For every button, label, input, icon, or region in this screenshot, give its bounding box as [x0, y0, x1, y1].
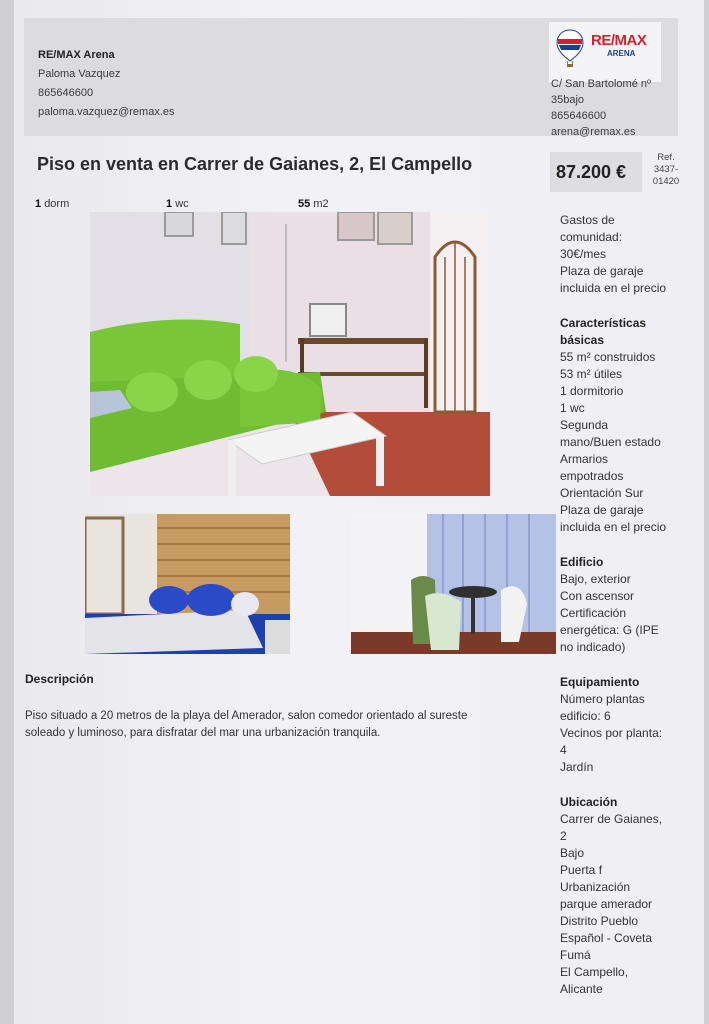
feature-line: Bajo, exterior — [560, 572, 631, 586]
listing-title: Piso en venta en Carrer de Gaianes, 2, El Campello — [37, 154, 473, 174]
office-line: 865646600 — [551, 110, 607, 122]
description-heading: Descripción — [25, 672, 94, 686]
intro-line: incluida en el precio — [560, 281, 667, 295]
section-title: básicas — [560, 333, 605, 347]
feature-line: 55 m² construidos — [560, 350, 656, 364]
feature-line: Certificación — [560, 606, 627, 620]
agent-email: paloma.vazquez@remax.es — [38, 106, 175, 118]
feature-line: parque amerador — [560, 897, 653, 911]
feature-line: edificio: 6 — [560, 709, 611, 723]
building-section — [560, 554, 700, 656]
feature-line: Vecinos por planta: — [560, 726, 663, 740]
price-box — [550, 152, 642, 192]
section-title: Características — [560, 316, 647, 330]
feature-line: Segunda — [560, 418, 609, 432]
bedroom-photo — [85, 514, 290, 654]
basic-features-section — [560, 315, 700, 536]
intro-line: Plaza de garaje — [560, 264, 644, 278]
feature-line: Carrer de Gaianes, — [560, 812, 663, 826]
logo-brand-text: RE/MAX — [591, 32, 647, 49]
agent-phone: 865646600 — [38, 87, 94, 99]
feature-line: Orientación Sur — [560, 486, 644, 500]
stat-wc-value: 1 — [166, 198, 173, 210]
stat-wc — [166, 198, 189, 210]
intro-line: Gastos de — [560, 213, 615, 227]
stat-dorm-value: 1 — [35, 198, 42, 210]
description-text — [25, 708, 535, 742]
stat-area-label: m2 — [313, 198, 329, 210]
feature-line: 4 — [560, 743, 567, 757]
feature-line: Jardín — [560, 760, 594, 774]
section-title: Edificio — [560, 555, 604, 569]
office-line: arena@remax.es — [551, 126, 636, 138]
ref-line: Ref. — [657, 152, 675, 163]
office-address — [551, 76, 651, 140]
stat-wc-label: wc — [175, 198, 189, 210]
feature-line: Puerta f — [560, 863, 603, 877]
equipment-section — [560, 674, 700, 776]
feature-line: Fumá — [560, 948, 591, 962]
feature-line: Bajo — [560, 846, 585, 860]
remax-logo — [549, 22, 661, 82]
location-section — [560, 794, 700, 998]
feature-line: Armarios — [560, 452, 609, 466]
property-features — [560, 212, 700, 1016]
logo-sub-text: ARENA — [607, 49, 636, 58]
intro-line: 30€/mes — [560, 247, 607, 261]
agent-contact — [38, 46, 175, 122]
feature-line: Urbanización — [560, 880, 631, 894]
section-title: Equipamiento — [560, 675, 640, 689]
terrace-photo — [351, 514, 556, 654]
feature-line: Alicante — [560, 982, 603, 996]
feature-line: 53 m² útiles — [560, 367, 623, 381]
feature-line: El Campello, — [560, 965, 629, 979]
main-living-room-photo — [90, 212, 490, 496]
feature-line: Distrito Pueblo — [560, 914, 639, 928]
feature-line: Con ascensor — [560, 589, 635, 603]
section-title: Ubicación — [560, 795, 618, 809]
description-line: soleado y luminoso, para disfratar del mar una urbanización tranquila. — [25, 727, 381, 739]
intro-section — [560, 212, 700, 297]
feature-line: 1 dormitorio — [560, 384, 624, 398]
feature-line: incluida en el precio — [560, 520, 667, 534]
feature-line: 1 wc — [560, 401, 585, 415]
agency-name: RE/MAX Arena — [38, 49, 115, 61]
feature-line: energética: G (IPE — [560, 623, 659, 637]
listing-price: 87.200 € — [556, 162, 627, 182]
stat-area-value: 55 — [298, 198, 311, 210]
office-line: 35bajo — [551, 94, 585, 106]
office-line: C/ San Bartolomé nº — [551, 78, 652, 90]
stat-area — [298, 198, 329, 210]
feature-line: Español - Coveta — [560, 931, 653, 945]
balloon-icon — [555, 28, 585, 68]
feature-line: no indicado) — [560, 640, 626, 654]
feature-line: mano/Buen estado — [560, 435, 661, 449]
ref-line: 3437- — [653, 164, 679, 175]
header-band — [24, 18, 678, 136]
feature-line: Número plantas — [560, 692, 645, 706]
feature-line: Plaza de garaje — [560, 503, 644, 517]
listing-ref — [646, 152, 686, 188]
agent-name: Paloma Vazquez — [38, 68, 121, 80]
description-line: Piso situado a 20 metros de la playa del Amerador, salon comedor orientado al sureste — [25, 710, 468, 722]
feature-line: empotrados — [560, 469, 624, 483]
stat-dorm — [35, 198, 69, 210]
feature-line: 2 — [560, 829, 567, 843]
stat-dorm-label: dorm — [44, 198, 70, 210]
intro-line: comunidad: — [560, 230, 623, 244]
ref-line: 01420 — [652, 176, 680, 187]
